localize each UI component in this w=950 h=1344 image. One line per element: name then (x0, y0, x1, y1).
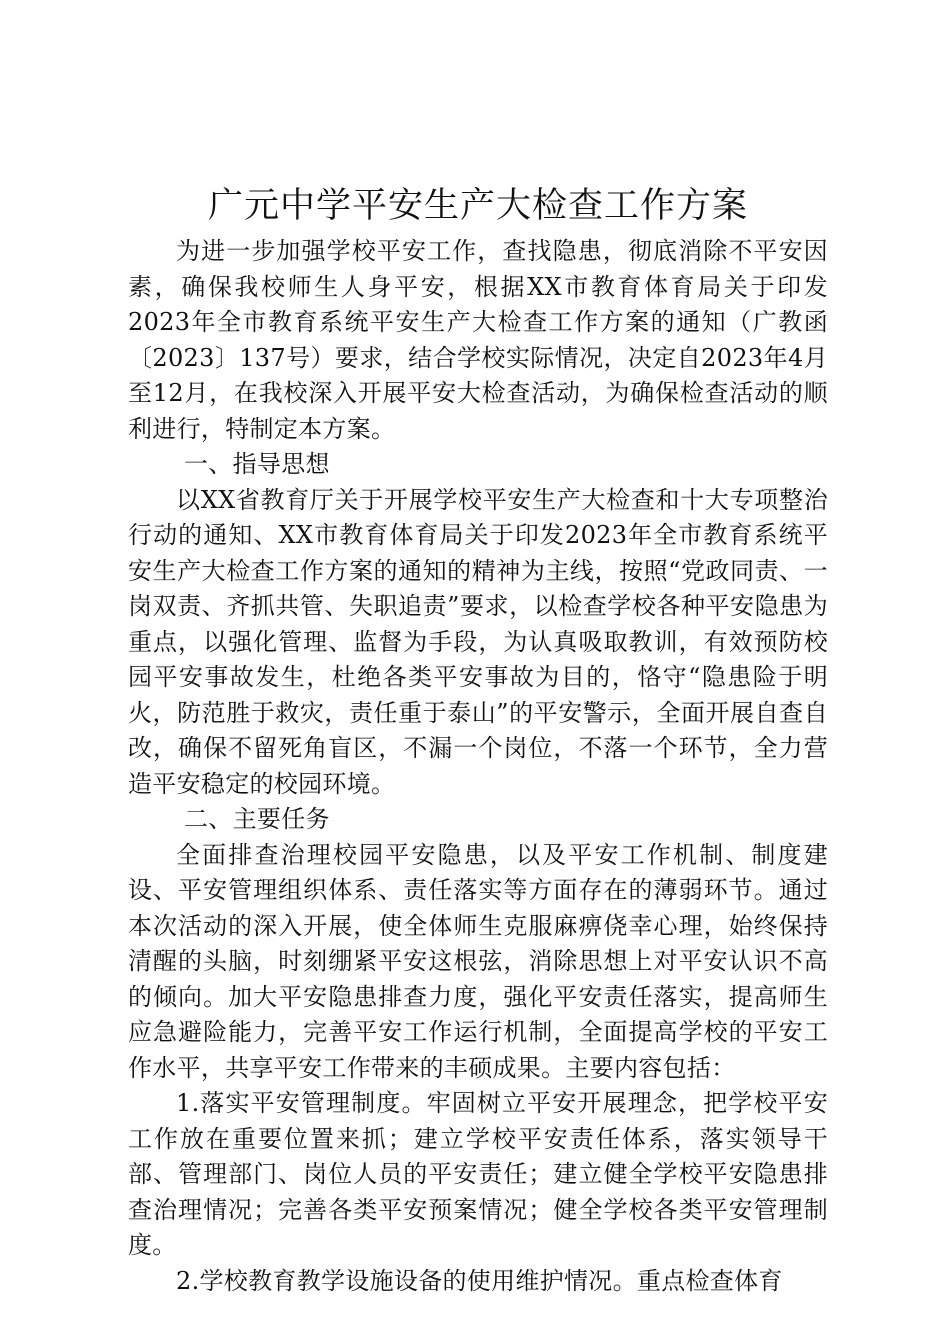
main-tasks-paragraph: 全面排查治理校园平安隐患，以及平安工作机制、制度建设、平安管理组织体系、责任落实等方面存在的薄弱环节。通过本次活动的深入开展，使全体师生克服麻痹侥幸心理，始终保持清醒的头脑，时刻绷紧平安这根弦，消除思想上对平安认识不高的倾向。加大平安隐患排查力度，强化平安责任落实，提高师生应急避险能力，完善平安工作运行机制，全面提高学校的平安工作水平，共享平安工作带来的丰硕成果。主要内容包括： (128, 840, 828, 1082)
document-title: 广元中学平安生产大检查工作方案 (207, 186, 748, 226)
section-heading-main-tasks: 二、主要任务 (184, 805, 330, 833)
intro-paragraph: 为进一步加强学校平安工作，查找隐患，彻底消除不平安因素，确保我校师生人身平安，根据XX市教育体育局关于印发2023年全市教育系统平安生产大检查工作方案的通知（广教函〔2023〕137号）要求，结合学校实际情况，决定自2023年4月至12月，在我校深入开展平安大检查活动，为确保检查活动的顺利进行，特制定本方案。 (128, 237, 828, 443)
guiding-ideology-paragraph: 以XX省教育厅关于开展学校平安生产大检查和十大专项整治行动的通知、XX市教育体育局关于印发2023年全市教育系统平安生产大检查工作方案的通知的精神为主线，按照“党政同责、一岗双责、齐抓共管、失职追责”要求，以检查学校各种平安隐患为重点，以强化管理、监督为手段，为认真吸取教训，有效预防校园平安事故发生，杜绝各类平安事故为目的，恪守“隐患险于明火，防范胜于救灾，责任重于泰山”的平安警示，全面开展自查自改，确保不留死角盲区，不漏一个岗位，不落一个环节，全力营造平安稳定的校园环境。 (128, 485, 828, 798)
document-page (128, 182, 828, 1299)
task-item-1: 1.落实平安管理制度。牢固树立平安开展理念，把学校平安工作放在重要位置来抓；建立学校平安责任体系，落实领导干部、管理部门、岗位人员的平安责任；建立健全学校平安隐患排查治理情况；完善各类平安预案情况；健全学校各类平安管理制度。 (128, 1089, 828, 1259)
task-item-2: 2.学校教育教学设施设备的使用维护情况。重点检查体育 (176, 1266, 783, 1295)
section-heading-guiding-ideology: 一、指导思想 (184, 450, 330, 478)
